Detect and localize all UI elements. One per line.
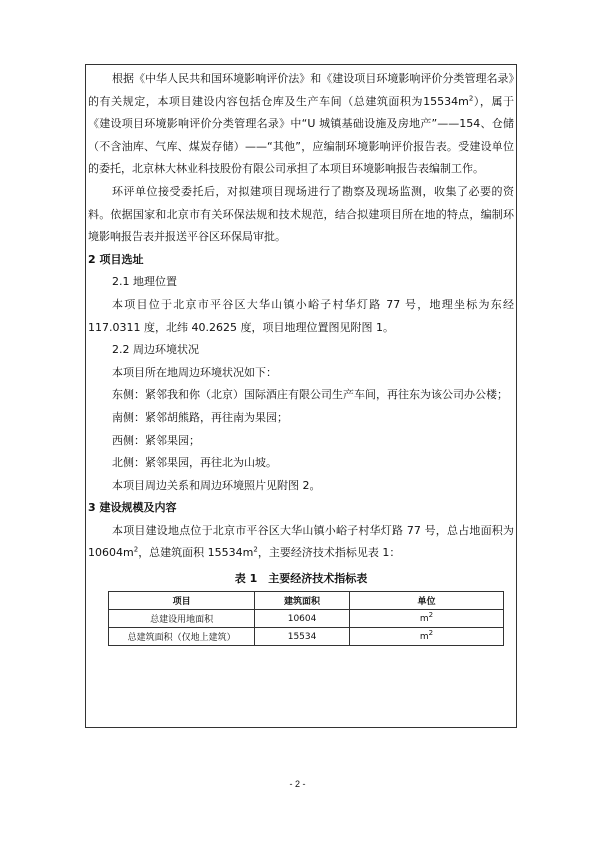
header-unit: 单位: [349, 592, 503, 610]
table-row: [109, 610, 504, 628]
superscript: 2: [428, 610, 434, 619]
surroundings-east: 东侧：紧邻我和你（北京）国际酒庄有限公司生产车间，再往东为该公司办公楼；: [112, 388, 508, 402]
surroundings-west: 西侧：紧邻果园；: [112, 433, 200, 447]
scale-text-a: 本项目建设地点位于北京市平谷区大华山镇小峪子村华灯路 77 号，总占地面积为 10604m: [88, 523, 514, 560]
header-item: 项目: [109, 592, 255, 610]
superscript: 2: [468, 93, 474, 102]
row-item: 总建筑面积（仅地上建筑）: [109, 628, 255, 646]
superscript: 2: [428, 628, 434, 637]
unit-text: m: [419, 613, 429, 624]
location-paragraph: 本项目位于北京市平谷区大华山镇小峪子村华灯路 77 号，地理坐标为东经117.0311 度，北纬 40.2625 度，项目地理位置图见附图 1。: [88, 297, 514, 334]
row-value: 15534: [255, 628, 350, 646]
row-item: 总建设用地面积: [109, 610, 255, 628]
header-area: 建筑面积: [255, 592, 350, 610]
row-unit: [349, 628, 503, 646]
surroundings-intro: 本项目所在地周边环境状况如下：: [112, 365, 277, 379]
intro-paragraph-2: 环评单位接受委托后，对拟建项目现场进行了勘察及现场监测，收集了必要的资料。依据国家和北京市有关环保法规和技术规范，结合拟建项目所在地的特点，编制环境影响报告表并报送平谷区环保局审批。: [88, 184, 514, 244]
subsection-2-2-title: 2.2 周边环境状况: [112, 343, 199, 357]
surroundings-closing: 本项目周边关系和周边环境照片见附图 2。: [112, 478, 321, 492]
table-caption: 表 1 主要经济技术指标表: [234, 572, 368, 586]
subsection-2-1-title: 2.1 地理位置: [112, 275, 177, 289]
intro-p1-text-b: ），属于《建设项目环境影响评价分类管理名录》中“U 城镇基础设施及房地产”——154、仓储（不含油库、气库、煤炭存储）——“其他”，应编制环境影响评价报告表。受建设单位的委托，北京林大林业科技股份有限公司承担了本项目环境影响报告表编制工作。: [88, 94, 515, 176]
section-3-title: 3 建设规模及内容: [88, 501, 177, 515]
scale-paragraph: [88, 520, 514, 565]
scale-text-c: ，主要经济技术指标见表 1：: [257, 546, 401, 560]
indicator-table: [108, 591, 504, 646]
intro-paragraph-1: [88, 68, 514, 181]
section-2-title: 2 项目选址: [88, 252, 144, 266]
surroundings-south: 南侧：紧邻胡熊路，再往南为果园；: [112, 410, 288, 424]
document-body: [88, 68, 514, 646]
surroundings-north: 北侧：紧邻果园，再往北为山坡。: [112, 456, 277, 470]
unit-text: m: [419, 631, 429, 642]
row-unit: [349, 610, 503, 628]
table-row: [109, 628, 504, 646]
intro-p1-text-a: 根据《中华人民共和国环境影响评价法》和《建设项目环境影响评价分类管理名录》的有关规定，本项目建设内容包括仓库及生产车间（总建筑面积为15534m: [88, 72, 514, 108]
row-value: 10604: [255, 610, 350, 628]
superscript: 2: [253, 545, 258, 554]
page-number: - 2 -: [289, 779, 306, 789]
table-header-row: [109, 592, 504, 610]
superscript: 2: [133, 545, 139, 554]
scale-text-b: ，总建筑面积 15534m: [138, 546, 254, 560]
